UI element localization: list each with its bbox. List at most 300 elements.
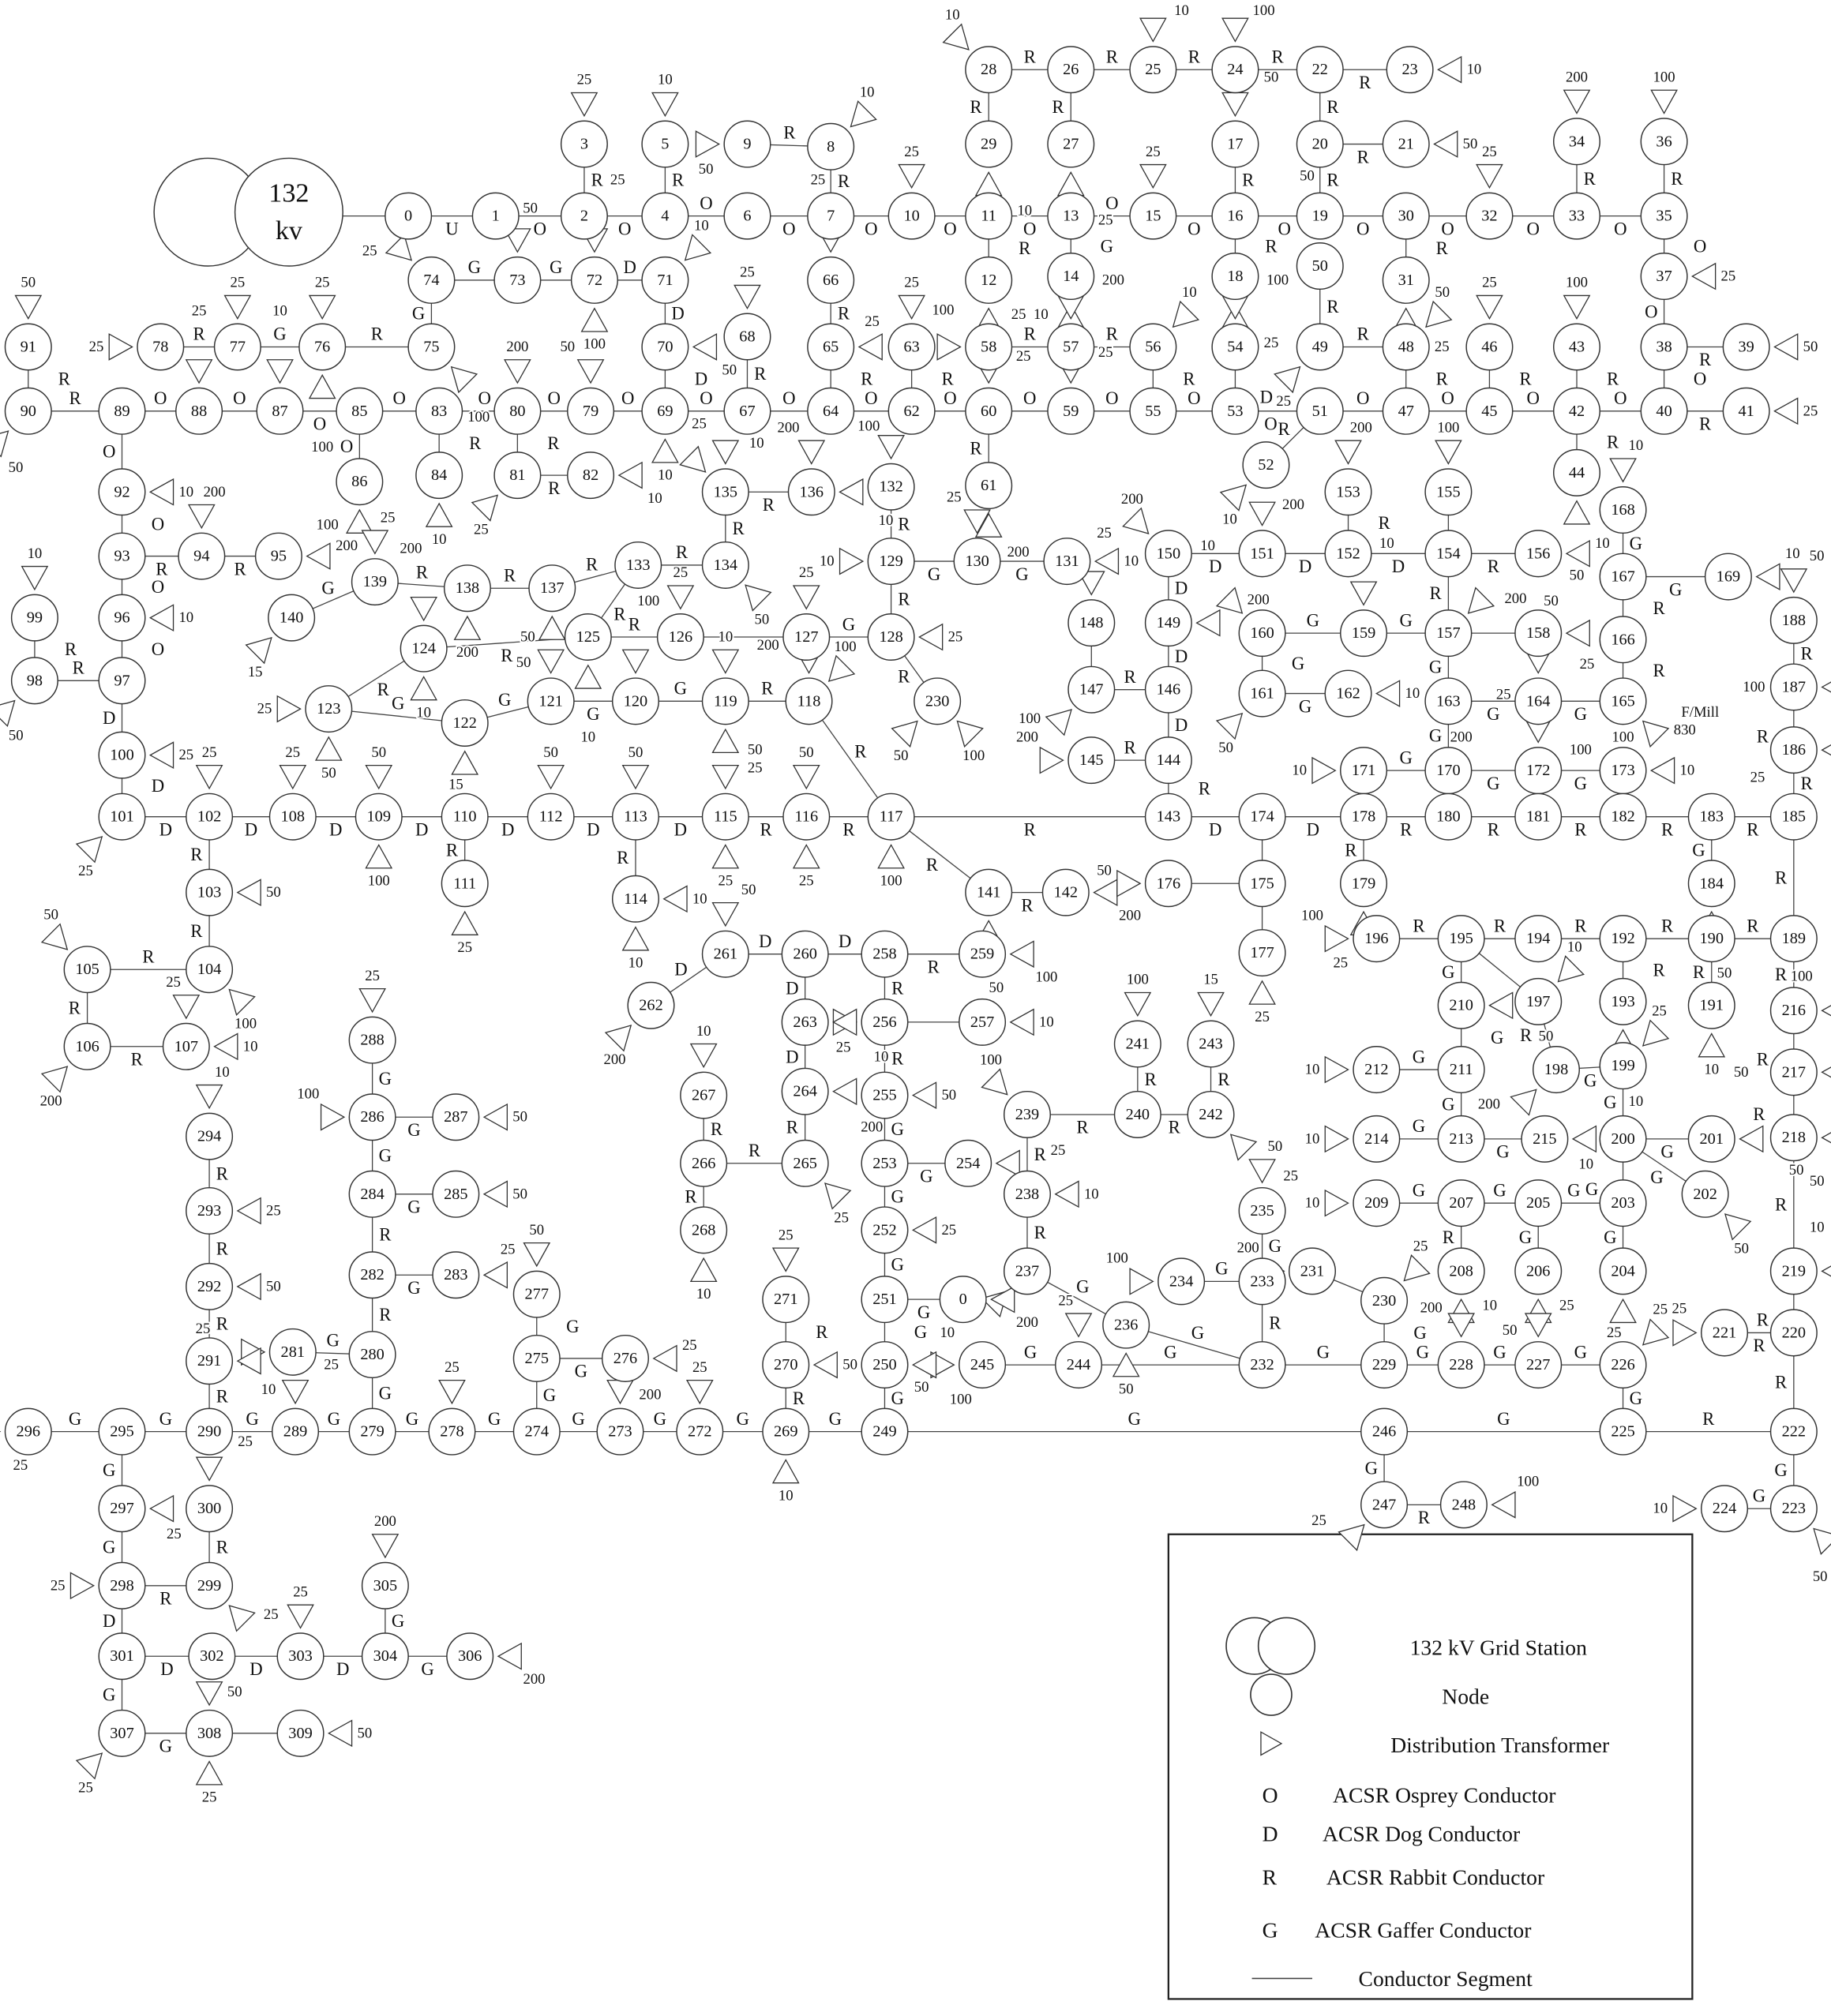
node-141	[966, 869, 1012, 916]
node-236	[1103, 1302, 1150, 1348]
transformer-rating: 25	[692, 415, 707, 433]
conductor-label: O	[340, 437, 354, 457]
node-207	[1438, 1180, 1484, 1227]
transformer-3-icon	[572, 93, 598, 116]
transformer-rating: 25	[1011, 305, 1026, 323]
node-label: 216	[1781, 1002, 1807, 1020]
transformer-rating: 25	[166, 973, 181, 991]
conductor-label: R	[1774, 867, 1788, 888]
node-label: 255	[872, 1086, 897, 1104]
node-271	[763, 1276, 809, 1323]
transformer-123-icon	[316, 737, 342, 760]
transformer-rating: 25	[201, 1789, 217, 1806]
node-52	[1243, 442, 1289, 489]
node-37	[1641, 253, 1687, 300]
conductor-label: D	[673, 819, 688, 840]
conductor-label: R	[156, 559, 168, 579]
node-label: 176	[1156, 875, 1181, 893]
conductor-label: R	[1699, 414, 1712, 434]
node-label: 219	[1781, 1262, 1807, 1280]
conductor-label: D	[623, 257, 636, 278]
transformer-rating: 25	[1652, 1002, 1667, 1020]
conductor-label: G	[68, 1408, 82, 1429]
transformer-43-icon	[1564, 295, 1590, 318]
transformer-rating: 100	[1126, 971, 1149, 988]
transformer-8-icon	[850, 101, 876, 126]
node-label: 160	[1250, 624, 1274, 643]
conductor-label: G	[1015, 564, 1029, 584]
transformer-68-icon	[734, 285, 760, 308]
node-label: 98	[26, 672, 43, 690]
node-label: 12	[981, 271, 997, 289]
transformer-rating: 200	[1504, 590, 1527, 607]
transformer-rating: 25	[810, 171, 826, 189]
conductor-label: D	[336, 1659, 350, 1680]
transformer-155-icon	[1435, 440, 1461, 463]
transformer-230-icon	[892, 721, 917, 747]
node-label: 146	[1156, 680, 1181, 699]
conductor-label: G	[1164, 1342, 1177, 1362]
node-110	[441, 793, 488, 840]
node-225	[1600, 1408, 1646, 1455]
node-label: 263	[793, 1013, 817, 1031]
node-98	[12, 658, 58, 704]
node-label: 79	[582, 402, 599, 420]
transformer-rating: 25	[1283, 1167, 1299, 1185]
node-130	[954, 538, 1000, 585]
node-113	[613, 793, 659, 840]
conductor-label: O	[1614, 219, 1627, 239]
node-label: 85	[351, 402, 368, 420]
conductor-label: R	[1661, 916, 1674, 936]
node-label: 38	[1656, 338, 1672, 356]
conductor-label: G	[497, 689, 512, 710]
transformer-300-icon	[197, 1457, 223, 1480]
node-label: 293	[197, 1201, 222, 1220]
node-label: 223	[1781, 1500, 1807, 1518]
node-182	[1600, 793, 1646, 840]
conductor-label: R	[415, 562, 429, 583]
transformer-52-icon	[1221, 485, 1246, 510]
transformer-rating: 200	[1477, 1096, 1500, 1113]
node-label: 77	[229, 338, 246, 356]
node-label: 194	[1525, 930, 1551, 948]
node-label: 114	[624, 890, 647, 908]
node-label: 249	[872, 1422, 897, 1441]
node-label: 189	[1781, 930, 1807, 948]
node-label: 267	[691, 1086, 716, 1104]
node-label: 125	[576, 628, 601, 646]
conductor-label: R	[1747, 916, 1759, 936]
conductor-label: G	[842, 614, 856, 635]
transformer-rating: 200	[373, 1512, 396, 1530]
conductor-label: D	[103, 1611, 116, 1632]
transformer-rating: 50	[266, 1278, 281, 1295]
node-25	[1130, 47, 1176, 93]
transformer-rating: 10	[1466, 61, 1482, 78]
transformer-128-icon	[919, 624, 942, 650]
node-87	[257, 388, 303, 435]
conductor-label: D	[1174, 714, 1188, 735]
transformer-28-icon	[944, 24, 969, 50]
conductor-label: G	[1574, 704, 1588, 725]
node-label: 215	[1533, 1130, 1557, 1148]
conductor-label: G	[1428, 725, 1443, 746]
node-129	[868, 538, 914, 585]
node-61	[966, 463, 1012, 509]
conductor-label: G	[159, 1408, 173, 1429]
transformer-191-icon	[1698, 1034, 1724, 1057]
conductor-label: G	[421, 1659, 434, 1680]
node-205	[1515, 1180, 1562, 1227]
transformer-114-icon	[623, 927, 649, 950]
node-label: 103	[197, 883, 222, 901]
conductor-label: R	[1747, 819, 1759, 840]
conductor-label: O	[1693, 236, 1707, 257]
conductor-label: G	[467, 257, 482, 278]
conductor-label: G	[1518, 1227, 1533, 1247]
transformer-105-icon	[42, 924, 67, 950]
transformer-rating: 25	[178, 747, 194, 764]
conductor-label: R	[898, 589, 910, 609]
node-67	[724, 388, 771, 435]
transformer-rating: 200	[1450, 729, 1473, 746]
node-label: 170	[1436, 762, 1461, 780]
node-label: 57	[1063, 338, 1079, 356]
conductor-label: G	[1574, 773, 1588, 793]
conductor-label: R	[548, 478, 561, 498]
transformer-rating: 25	[1311, 1512, 1326, 1530]
transformer-134-icon	[745, 585, 771, 610]
node-95	[256, 533, 302, 579]
node-label: 118	[797, 692, 821, 710]
transformer-294-icon	[197, 1085, 223, 1108]
node-309	[277, 1711, 324, 1757]
node-label: 39	[1738, 338, 1754, 356]
node-label: 30	[1398, 207, 1414, 225]
node-label: 304	[373, 1647, 398, 1666]
node-label: 140	[279, 609, 304, 627]
node-label: 291	[197, 1352, 222, 1370]
transformer-rating: 10	[859, 84, 875, 101]
conductor-label: R	[1378, 512, 1390, 533]
node-label: 185	[1781, 808, 1807, 826]
transformer-165-icon	[1643, 721, 1668, 747]
node-211	[1438, 1047, 1484, 1093]
node-62	[888, 388, 935, 435]
transformer-151-icon	[1249, 502, 1275, 525]
transformer-rating: 50	[227, 1683, 242, 1700]
conductor-label: G	[1076, 1276, 1090, 1297]
node-260	[782, 931, 828, 977]
node-label: 84	[431, 467, 448, 485]
node-193	[1600, 979, 1646, 1025]
transformer-121-icon	[538, 650, 564, 673]
node-112	[527, 793, 574, 840]
transformer-rating: 15	[1203, 971, 1218, 988]
transformer-278-icon	[439, 1381, 465, 1403]
transformer-rating: 200	[639, 1386, 662, 1403]
node-label: 246	[1371, 1422, 1397, 1441]
conductor-label: D	[1174, 578, 1188, 598]
node-label: 81	[509, 467, 526, 485]
conductor-label: G	[321, 578, 335, 598]
node-179	[1341, 860, 1387, 907]
conductor-label: R	[190, 845, 203, 865]
node-9	[724, 121, 771, 167]
node-label: 286	[360, 1108, 385, 1126]
node-204	[1600, 1248, 1646, 1295]
transformer-171-icon	[1312, 758, 1335, 784]
transformer-rating: 200	[756, 637, 779, 654]
transformer-186-icon	[1822, 737, 1831, 763]
node-label: 149	[1156, 614, 1181, 632]
transformer-101-icon	[77, 837, 102, 862]
conductor-label: R	[1774, 1372, 1788, 1392]
transformer-272-icon	[687, 1381, 713, 1403]
transformer-rating: 100	[467, 409, 490, 426]
transformer-242-icon	[1231, 1134, 1256, 1160]
transformer-rating: 100	[1565, 274, 1589, 291]
conductor-label: R	[925, 855, 939, 875]
node-57	[1048, 324, 1094, 370]
node-label: 7	[827, 207, 835, 225]
transformer-rating: 25	[947, 628, 963, 646]
node-label: 179	[1351, 875, 1376, 893]
transformer-219-icon	[1822, 1258, 1831, 1284]
conductor-label: D	[103, 707, 116, 728]
node-label: 258	[872, 945, 897, 963]
conductor-label: R	[1356, 324, 1369, 344]
node-label: 54	[1227, 338, 1244, 356]
transformer-rating: 50	[1569, 567, 1585, 584]
transformer-91-icon	[16, 295, 42, 318]
conductor-label: R	[854, 741, 867, 762]
transformer-115-icon	[713, 766, 739, 789]
conductor-label: U	[445, 219, 459, 239]
node-label: 295	[110, 1422, 134, 1441]
node-257	[959, 999, 1006, 1046]
node-92	[99, 469, 145, 515]
transformer-168-icon	[1610, 459, 1636, 482]
transformer-rating: 25	[362, 242, 377, 260]
node-299	[186, 1563, 233, 1609]
node-284	[349, 1171, 396, 1218]
conductor-label: R	[837, 303, 850, 324]
node-197	[1515, 979, 1562, 1025]
node-82	[568, 452, 614, 499]
transformer-rating: 25	[904, 274, 919, 291]
node-162	[1325, 670, 1371, 717]
node-36	[1641, 118, 1687, 165]
conductor-label: R	[1400, 819, 1413, 840]
node-label: 272	[688, 1422, 712, 1441]
conductor-label: G	[1650, 1167, 1664, 1187]
node-label: 70	[657, 338, 673, 356]
conductor-label: O	[865, 388, 878, 409]
node-label: 105	[75, 961, 99, 979]
conductor-label: O	[392, 388, 406, 409]
transformer-79-icon	[578, 360, 604, 383]
node-label: 134	[713, 556, 738, 574]
node-78	[137, 324, 184, 370]
transformer-rating: 200	[777, 419, 800, 437]
node-248	[1441, 1482, 1488, 1528]
node-label: 274	[524, 1422, 549, 1441]
node-238	[1004, 1171, 1051, 1218]
grid-station-label-bottom: kv	[275, 215, 302, 245]
transformer-rating: 100	[1266, 272, 1289, 289]
node-label: 195	[1449, 930, 1473, 948]
transformer-88-icon	[186, 360, 212, 383]
conductor-label: O	[1441, 219, 1454, 239]
conductor-label: R	[1574, 916, 1587, 936]
conductor-label: G	[1412, 1047, 1426, 1067]
conductor-label: O	[1526, 388, 1540, 409]
node-label: 0	[404, 207, 413, 225]
conductor-label: G	[1692, 840, 1705, 860]
node-73	[494, 257, 541, 304]
transformer-rating: 25	[195, 1321, 211, 1338]
transformer-76-icon	[310, 295, 336, 318]
node-306	[447, 1633, 493, 1680]
node-125	[565, 614, 612, 661]
transformer-rating: 100	[1105, 1250, 1128, 1267]
transformer-29-icon	[976, 172, 1002, 195]
transformer-rating: 10	[1124, 553, 1139, 570]
transformer-rating: 25	[904, 143, 919, 160]
node-136	[789, 469, 835, 515]
transformer-rating: 50	[43, 906, 58, 924]
node-label: 233	[1250, 1272, 1274, 1291]
transformer-rating: 50	[1263, 69, 1279, 86]
node-label: 60	[981, 402, 997, 420]
node-label: 193	[1611, 992, 1635, 1010]
node-117	[868, 793, 914, 840]
conductor-label: R	[1023, 819, 1036, 840]
transformer-rating: 25	[266, 1202, 281, 1220]
node-label: 165	[1611, 692, 1635, 710]
node-8	[808, 124, 854, 170]
legend-dog-symbol: D	[1262, 1821, 1278, 1846]
node-72	[572, 257, 618, 304]
transformer-287-icon	[484, 1104, 507, 1130]
transformer-142-icon	[1094, 879, 1117, 905]
node-label: 290	[197, 1422, 222, 1441]
node-172	[1515, 748, 1562, 794]
node-label: 275	[524, 1349, 549, 1367]
transformer-rating: 10	[1033, 305, 1049, 323]
transformer-157-icon	[1469, 588, 1494, 613]
transformer-rating: 25	[865, 313, 880, 330]
conductor-label: G	[103, 1684, 116, 1705]
conductor-label: R	[898, 514, 910, 534]
node-111	[441, 860, 488, 907]
node-163	[1425, 678, 1472, 725]
conductor-label: R	[1359, 72, 1371, 92]
conductor-label: R	[1753, 1104, 1765, 1125]
transformer-230b-icon	[1404, 1255, 1429, 1280]
node-165	[1600, 678, 1646, 725]
node-label: 143	[1156, 808, 1181, 826]
transformer-113-icon	[623, 766, 649, 789]
node-101	[99, 793, 145, 840]
node-118	[786, 678, 832, 725]
conductor-label: G	[653, 1408, 667, 1429]
node-180	[1425, 793, 1472, 840]
node-167	[1600, 553, 1646, 600]
transformer-rating: 25	[1606, 1324, 1622, 1341]
node-252	[861, 1207, 908, 1253]
node-label: 173	[1611, 762, 1635, 780]
node-259	[959, 931, 1006, 977]
transformer-rating: 50	[523, 200, 538, 217]
node-label: 163	[1436, 692, 1461, 710]
conductor-label: O	[478, 388, 491, 409]
node-59	[1048, 388, 1094, 435]
transformer-rating: 25	[946, 489, 962, 506]
conductor-label: G	[1604, 1227, 1617, 1247]
node-282	[349, 1252, 396, 1298]
transformer-rating: 200	[1236, 1239, 1259, 1257]
conductor-label: R	[216, 1386, 228, 1407]
conductor-label: G	[574, 1361, 588, 1381]
transformer-150-icon	[1123, 508, 1148, 534]
node-285	[433, 1171, 479, 1218]
node-label: 116	[794, 808, 819, 826]
node-label: 43	[1568, 338, 1585, 356]
conductor-label: G	[1399, 748, 1413, 768]
node-label: 172	[1525, 762, 1551, 780]
node-label: 25	[1145, 61, 1161, 79]
transformer-rating: 25	[1333, 954, 1349, 972]
conductor-label: G	[1306, 610, 1320, 631]
node-26	[1048, 47, 1094, 93]
node-label: 262	[639, 996, 663, 1014]
conductor-label: G	[587, 704, 600, 725]
conductor-label: G	[1412, 1116, 1426, 1137]
conductor-label: R	[216, 1313, 228, 1334]
node-label: 175	[1250, 875, 1274, 893]
node-223	[1771, 1486, 1818, 1532]
node-label: 115	[713, 808, 737, 826]
node-label: 300	[197, 1500, 222, 1518]
node-160	[1239, 610, 1285, 657]
conductor-label: R	[732, 519, 745, 539]
node-label: 35	[1656, 207, 1672, 225]
transformer-39-icon	[1774, 334, 1797, 360]
transformer-rating: 50	[628, 744, 643, 761]
node-label: 218	[1781, 1129, 1807, 1147]
conductor-label: R	[547, 433, 560, 453]
transformer-rating: 25	[1050, 1142, 1066, 1160]
transformer-rating: 25	[1482, 143, 1497, 160]
node-label: 102	[197, 808, 222, 826]
transformer-rating: 100	[962, 747, 985, 764]
conductor-label: R	[1168, 1117, 1180, 1137]
conductor-label: G	[1023, 1342, 1037, 1362]
node-290	[186, 1408, 233, 1455]
node-287	[433, 1094, 479, 1141]
node-label: 260	[793, 945, 817, 963]
transformer-293-icon	[238, 1198, 261, 1224]
node-label: 120	[623, 692, 648, 710]
transformer-rating: 10	[1017, 202, 1033, 219]
conductor-label: R	[970, 96, 982, 117]
transformer-rating: 50	[754, 611, 770, 628]
node-label: 47	[1398, 402, 1414, 420]
transformer-rating: 200	[1565, 69, 1589, 86]
